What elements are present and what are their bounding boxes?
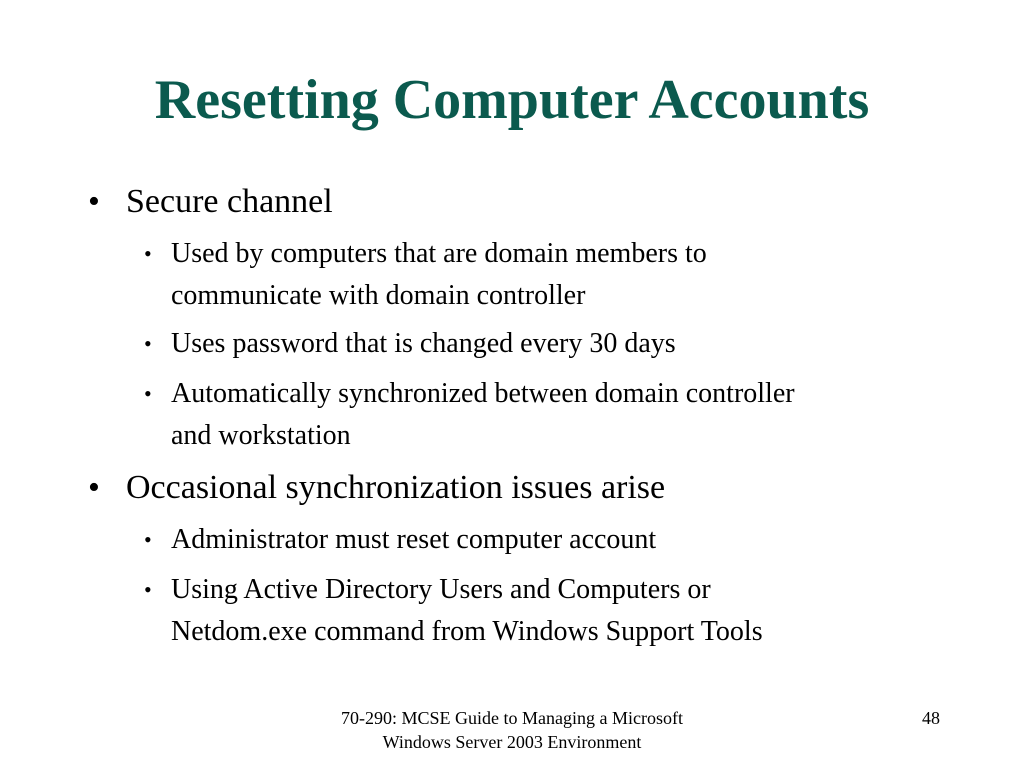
sub-bullet-text: Administrator must reset computer account [171,524,657,555]
slide-footer: 70-290: MCSE Guide to Managing a Microsoft Windows Server 2003 Environment [341,708,683,752]
page-number: 48 [922,708,940,728]
bullet-glyph: • [88,183,100,220]
sub-bullet-text: Using Active Directory Users and Computers or Netdom.exe command from Windows Support Tools [171,574,763,647]
sub-bullet-text: Automatically synchronized between domain controller and workstation [171,378,795,451]
bullet-glyph: • [144,241,152,266]
bullet-glyph: • [144,527,152,552]
bullet-glyph: • [144,381,152,406]
bullet-glyph: • [144,331,152,356]
bullet-glyph: • [144,577,152,602]
bullet-glyph: • [88,469,100,506]
sub-bullet-text: Uses password that is changed every 30 days [171,328,676,359]
bullet-text: Secure channel [126,183,333,220]
bullet-text: Occasional synchronization issues arise [126,469,666,506]
slide-title: Resetting Computer Accounts [154,69,870,131]
sub-bullet-text: Used by computers that are domain members to communicate with domain controller [171,238,707,311]
